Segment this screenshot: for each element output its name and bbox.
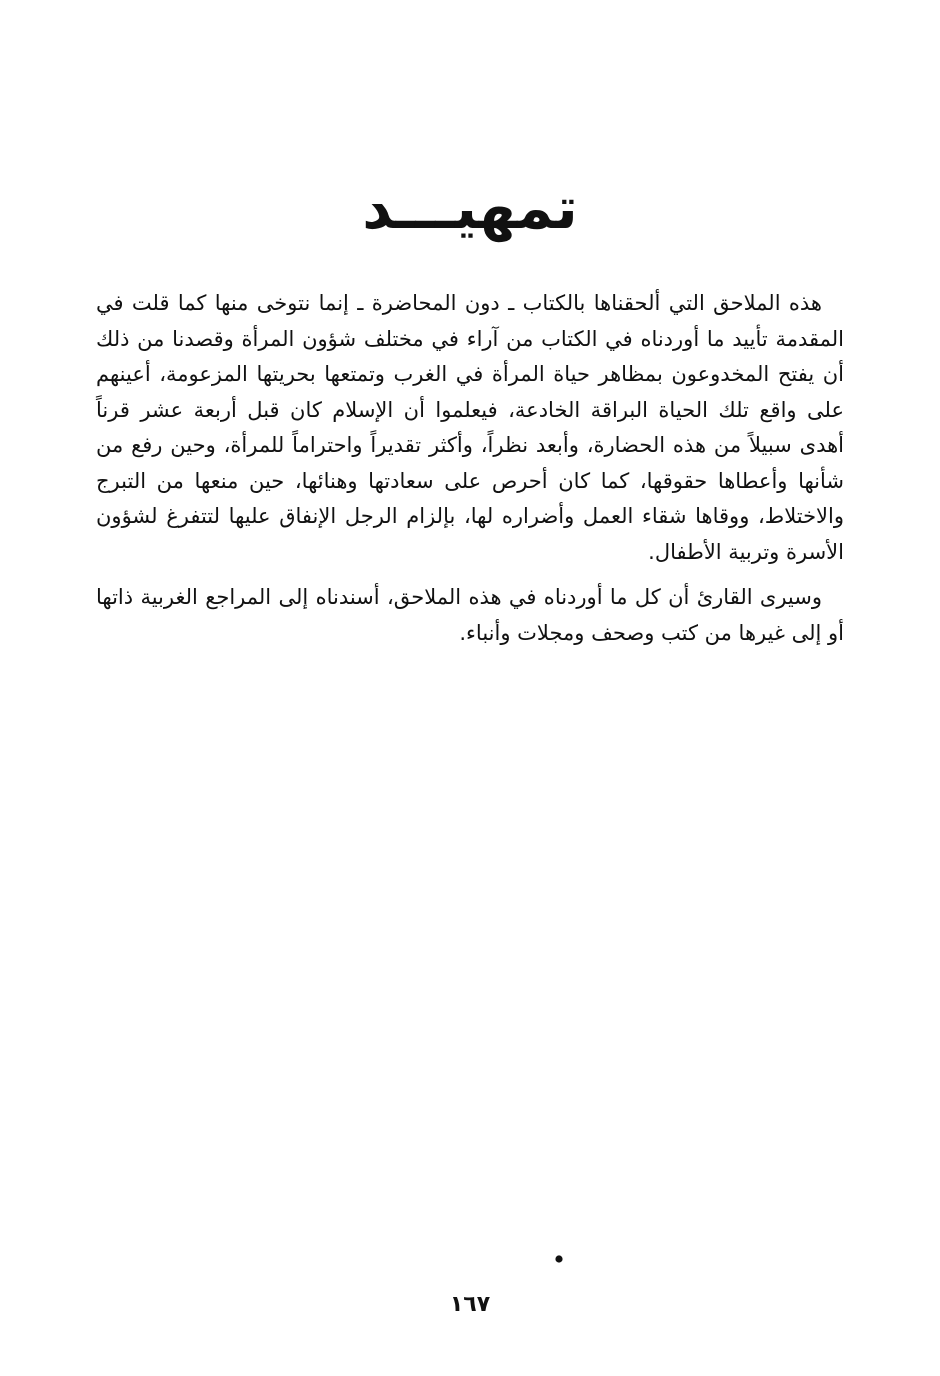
ornament-icon [554,1254,564,1264]
page-number: ١٦٧ [449,1292,491,1317]
body-text [96,286,844,651]
chapter-title: تمهيـــد [362,174,578,242]
paragraph-2: وسيرى القارئ أن كل ما أوردناه في هذه الملاحق، أسندناه إلى المراجع الغربية ذاتها أو إلى غيرها من كتب وصحف ومجلات وأنباء. [96,585,844,645]
paragraph-1: هذه الملاحق التي ألحقناها بالكتاب ـ دون المحاضرة ـ إنما نتوخى منها كما قلت في المقدمة تأييد ما أوردناه في الكتاب من آراء في مختلف شؤون المرأة وقصدنا من ذلك أن يفتح المخدوعون بمظاهر حياة المرأة في الغرب وتمتعها بحريتها المزعومة، أعينهم على واقع تلك الحياة البراقة الخادعة، فيعلموا أن الإسلام كان قبل أربعة عشر قرناً أهدى سبيلاً من هذه الحضارة، وأبعد نظراً، وأكثر تقديراً واحتراماً للمرأة، وحين رفع من شأنها وأعطاها حقوقها، كما كان أحرص على سعادتها وهنائها، حين منعها من التبرج والاختلاط، ووقاها شقاء العمل وأضراره لها، بإلزام الرجل الإنفاق عليها لتتفرغ لشؤون الأسرة وتربية الأطفال. [96,291,844,564]
